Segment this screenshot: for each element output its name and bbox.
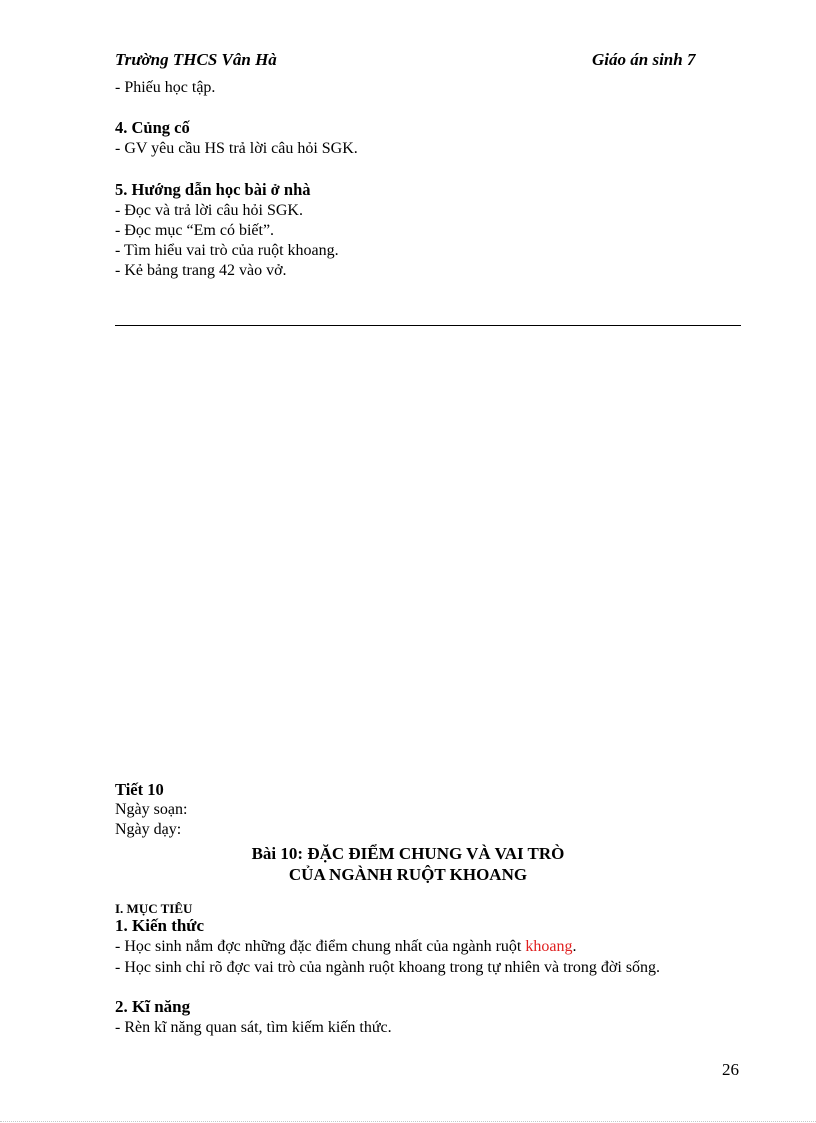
- section-4-line: - GV yêu cầu HS trả lời câu hỏi SGK.: [115, 140, 358, 157]
- highlighted-word: khoang: [525, 938, 573, 955]
- section-5-line: - Kẻ bảng trang 42 vào vở.: [115, 262, 287, 279]
- skills-item: - Rèn kĩ năng quan sát, tìm kiếm kiến thức.: [115, 1019, 392, 1036]
- date-prepared: Ngày soạn:: [115, 801, 188, 818]
- section-5-line: - Đọc mục “Em có biết”.: [115, 222, 275, 239]
- skills-heading: 2. Kĩ năng: [115, 997, 191, 1016]
- lesson-title-line2: CỦA NGÀNH RUỘT KHOANG: [288, 865, 528, 884]
- page-number: 26: [722, 1060, 739, 1079]
- section-5-heading: 5. Hướng dẫn học bài ở nhà: [115, 180, 311, 199]
- section-5-line: - Đọc và trả lời câu hỏi SGK.: [115, 202, 303, 219]
- divider-line: [115, 325, 741, 326]
- prev-line: - Phiếu học tập.: [115, 79, 216, 96]
- date-taught: Ngày dạy:: [115, 821, 182, 838]
- header-school: Trường THCS Vân Hà: [115, 50, 277, 69]
- section-4-heading: 4. Củng cố: [115, 118, 190, 137]
- header-doc-title: Giáo án sinh 7: [592, 50, 696, 69]
- section-5-line: - Tìm hiểu vai trò của ruột khoang.: [115, 242, 339, 259]
- objectives-heading: I. MỤC TIÊU: [115, 901, 193, 916]
- lesson-period: Tiết 10: [115, 780, 164, 799]
- knowledge-item: - Học sinh nắm đợc những đặc điểm chung nhất của ngành ruột khoang.: [115, 938, 577, 955]
- knowledge-item: - Học sinh chỉ rõ đợc vai trò của ngành ruột khoang trong tự nhiên và trong đời sống.: [115, 959, 661, 976]
- lesson-title-line1: Bài 10: ĐẶC ĐIỂM CHUNG VÀ VAI TRÒ: [251, 844, 565, 863]
- page-bottom-edge: [0, 1121, 816, 1122]
- knowledge-heading: 1. Kiến thức: [115, 916, 205, 935]
